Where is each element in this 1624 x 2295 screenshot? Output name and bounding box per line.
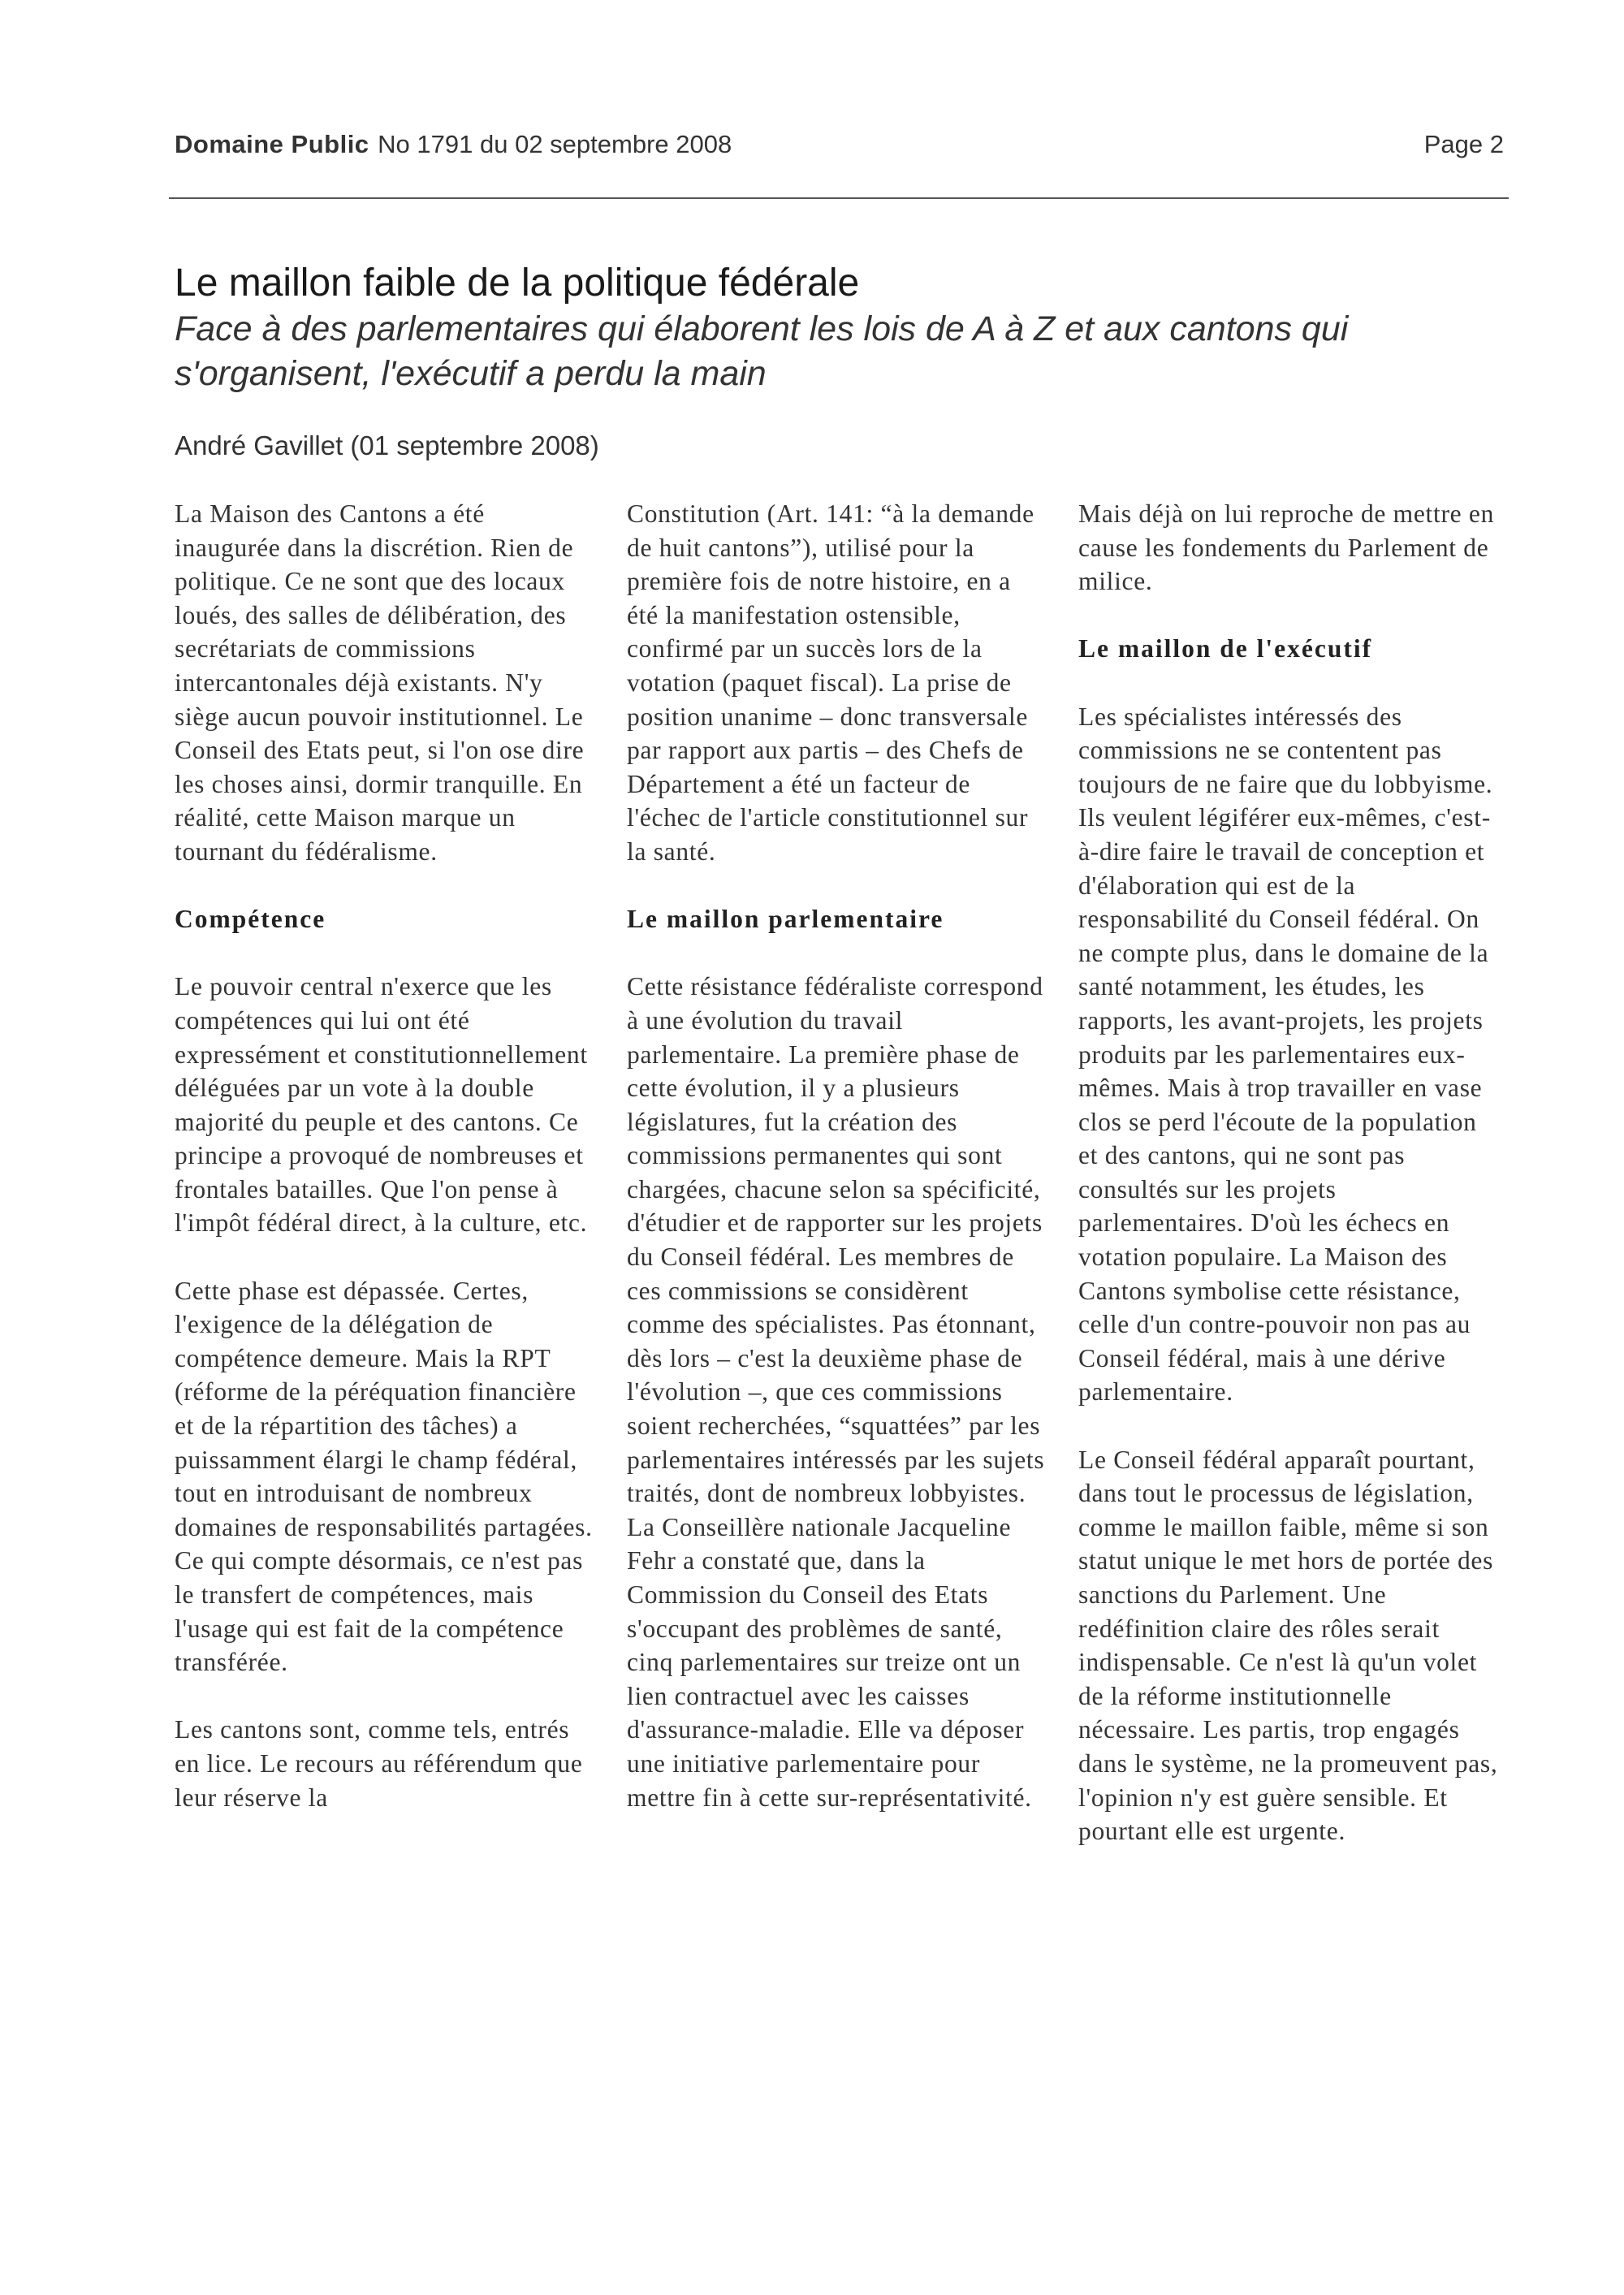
- page-number: Page 2: [1423, 130, 1504, 158]
- section-heading: Le maillon de l'exécutif: [1078, 634, 1373, 663]
- publication-name: Domaine Public: [175, 130, 369, 158]
- paragraph: Les cantons sont, comme tels, entrés en lice. Le recours au référendum que leur réserve la: [175, 1715, 583, 1812]
- section-heading: Le maillon parlementaire: [627, 905, 944, 934]
- column-2: [627, 497, 1049, 1848]
- paragraph: Les spécialistes intéressés des commissions ne se contentent pas toujours de ne faire que du lobbyisme. Ils veulent légiférer eux-mêmes, c'est-à-dire faire le travail de conception et d'élaboration qui est de la responsabilité du Conseil fédéral. On ne compte plus, dans le domaine de la santé notamment, les études, les rapports, les avant-projets, les projets produits par les parlementaires eux-mêmes. Mais à trop travailler en vase clos se perd l'écoute de la population et des cantons, qui ne sont pas consultés sur les projets parlementaires. D'où les échecs en votation populaire. La Maison des Cantons symbolise cette résistance, celle d'un contre-pouvoir non pas au Conseil fédéral, mais à une dérive parlementaire.: [1078, 702, 1493, 1407]
- section-heading: Compétence: [175, 905, 326, 934]
- article-byline: André Gavillet (01 septembre 2008): [175, 430, 599, 460]
- issue-info: No 1791 du 02 septembre 2008: [378, 130, 732, 158]
- paragraph: Constitution (Art. 141: “à la demande de huit cantons”), utilisé pour la première fois de notre histoire, en a été la manifestation ostensible, confirmé par un succès lors de la votation (paquet fiscal). La prise de position unanime – donc transversale par rapport aux partis – des Chefs de Département a été un facteur de l'échec de l'article constitutionnel sur la santé.: [627, 499, 1034, 866]
- paragraph: Cette résistance fédéraliste correspond à une évolution du travail parlementaire. La première phase de cette évolution, il y a plusieurs législatures, fut la création des commissions permanentes qui sont chargées, chacune selon sa spécificité, d'étudier et de rapporter sur les projets du Conseil fédéral. Les membres de ces commissions se considèrent comme des spécialistes. Pas étonnant, dès lors – c'est la deuxième phase de l'évolution –, que ces commissions soient recherchées, “squattées” par les parlementaires intéressés par les sujets traités, dont de nombreux lobbyistes. La Conseillère nationale Jacqueline Fehr a constaté que, dans la Commission du Conseil des Etats s'occupant des problèmes de santé, cinq parlementaires sur treize ont un lien contractuel avec les caisses d'assurance-maladie. Elle va déposer une initiative parlementaire pour mettre fin à cette sur-représentativité.: [627, 972, 1045, 1812]
- column-3: [1078, 497, 1501, 1882]
- paragraph: La Maison des Cantons a été inaugurée dans la discrétion. Rien de politique. Ce ne sont que des locaux loués, des salles de délibération, des secrétariats de commissions intercantonales déjà existants. N'y siège aucun pouvoir institutionnel. Le Conseil des Etats peut, si l'on ose dire les choses ainsi, dormir tranquille. En réalité, cette Maison marque un tournant du fédéralisme.: [175, 499, 585, 866]
- article-title: Le maillon faible de la politique fédérale: [175, 261, 860, 305]
- paragraph: Le Conseil fédéral apparaît pourtant, dans tout le processus de législation, comme le maillon faible, même si son statut unique le met hors de portée des sanctions du Parlement. Une redéfinition claire des rôles serait indispensable. Ce n'est là qu'un volet de la réforme institutionnelle nécessaire. Les partis, trop engagés dans le système, ne la promeuvent pas, l'opinion n'y est guère sensible. Et pourtant elle est urgente.: [1078, 1445, 1498, 1846]
- column-1: [175, 497, 597, 1848]
- paragraph: Mais déjà on lui reproche de mettre en cause les fondements du Parlement de milice.: [1078, 499, 1495, 596]
- paragraph: Cette phase est dépassée. Certes, l'exigence de la délégation de compétence demeure. Mais la RPT (réforme de la péréquation financière et de la répartition des tâches) a puissamment élargi le champ fédéral, tout en introduisant de nombreux domaines de responsabilités partagées. Ce qui compte désormais, ce n'est pas le transfert de compétences, mais l'usage qui est fait de la compétence transférée.: [175, 1276, 593, 1677]
- article-body: [175, 497, 1514, 2137]
- header-divider: [169, 197, 1509, 199]
- article-subtitle: Face à des parlementaires qui élaborent les lois de A à Z et aux cantons qui s'organisent, l'exécutif a perdu la main: [175, 309, 1349, 393]
- page-header: [175, 130, 1504, 171]
- paragraph: Le pouvoir central n'exerce que les compétences qui lui ont été expressément et constitutionnellement déléguées par un vote à la double majorité du peuple et des cantons. Ce principe a provoqué de nombreuses et frontales batailles. Que l'on pense à l'impôt fédéral direct, à la culture, etc.: [175, 972, 588, 1238]
